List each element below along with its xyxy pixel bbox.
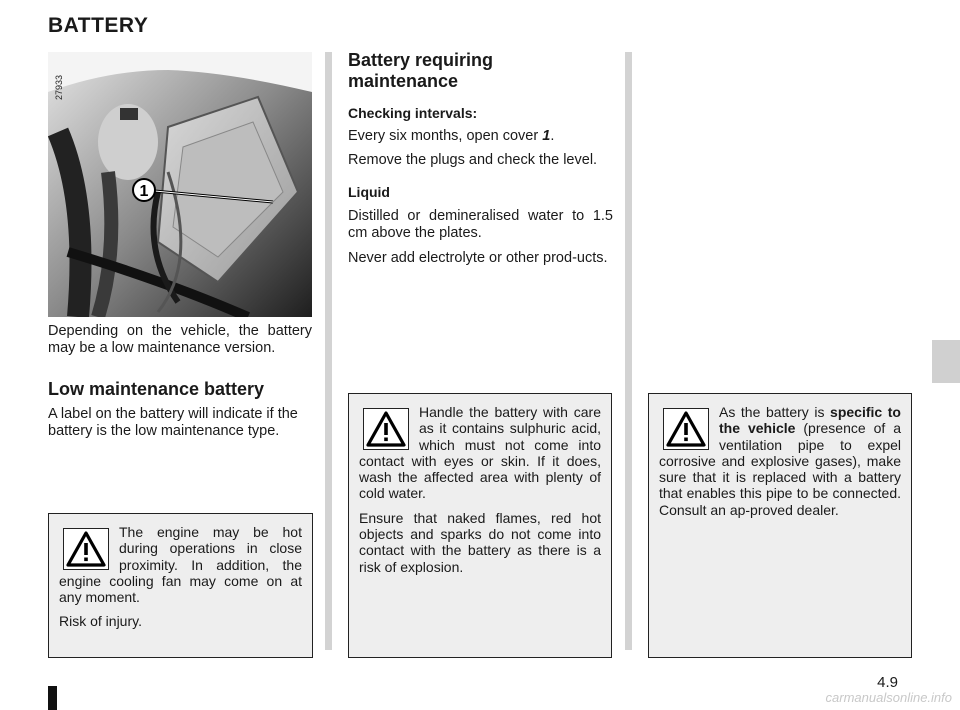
watermark: carmanualsonline.info [825,690,952,705]
plugs-text: Remove the plugs and check the level. [348,152,598,168]
callout-1: 1 [139,183,149,200]
photo-ref-code: 27933 [54,74,64,100]
warning-box-replacement [648,393,912,658]
warning-triangle-icon [63,528,109,570]
warning-text-risk: Risk of injury. [59,613,142,630]
warning-text-explosion: Ensure that naked flames, red hot objects and sparks do not come into contact with the battery as there is a risk of explosion. [359,509,601,575]
never-add-text: Never add electrolyte or other prod-ucts. [348,250,608,266]
page-title: BATTERY [48,14,149,37]
engine-bay-illustration [48,52,312,317]
cover-reference: 1 [542,128,551,144]
warning-box-hot-engine [48,513,313,658]
replacement-text-emphasis: specific to the vehicle [719,404,901,437]
liquid-label: Liquid [348,184,390,200]
footer-marker [48,686,57,710]
replacement-text-c: (presence of a ventilation pipe to expel corrosive and explosive gases), make sure that it is replaced with a battery that enables this pipe to be connected. Consult an ap-proved dealer. [659,420,901,518]
section-tab [932,340,960,383]
replacement-text-a: As the battery is [719,404,831,420]
liquid-text: Distilled or demineralised water to 1.5 cm above the plates. [348,208,613,241]
column-divider-left [325,52,332,650]
warning-triangle-icon [663,408,709,450]
low-maintenance-heading: Low maintenance battery [48,379,265,399]
checking-text [348,128,613,145]
warning-triangle-icon [363,408,409,450]
maintenance-heading: Battery requiring maintenance [348,50,494,91]
warning-box-acid [348,393,612,658]
column-divider-right [625,52,632,650]
intro-text: Depending on the vehicle, the battery may be a low maintenance version. [48,323,312,356]
checking-intervals-label: Checking intervals: [348,105,478,121]
battery-photo [48,52,312,317]
page-number: 4.9 [877,674,898,691]
checking-text-end: . [550,128,555,144]
checking-text-main: Every six months, open cover [348,128,543,144]
warning-text-hot-engine: The engine may be hot during operations in close proximity. In addition, the engine cooling fan may come on at any moment. [59,524,302,606]
low-maintenance-text: A label on the battery will indicate if the battery is the low maintenance type. [48,406,298,439]
warning-text-acid: Handle the battery with care as it contains sulphuric acid, which must not come into contact with eyes or skin. If it does, wash the affected area with plenty of cold water. [359,404,601,502]
